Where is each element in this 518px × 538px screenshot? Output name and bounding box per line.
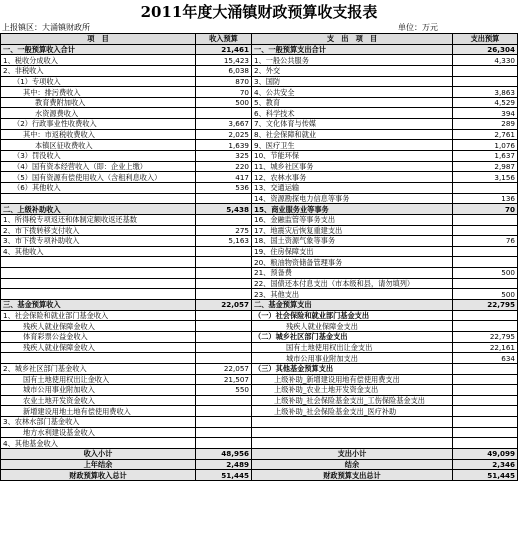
table-row [1, 172, 518, 183]
table-row [1, 97, 518, 108]
table-row [1, 427, 518, 438]
income-item-cell: 3、农林水部门基金收入 [1, 417, 196, 428]
income-budget-cell: 15,423 [196, 55, 252, 66]
expense-budget-cell [453, 406, 518, 417]
expense-budget-cell: 4,529 [453, 97, 518, 108]
income-budget-cell: 500 [196, 97, 252, 108]
expense-budget-cell: 76 [453, 236, 518, 247]
table-row [1, 438, 518, 449]
expense-budget-cell [453, 65, 518, 76]
expense-budget-cell [453, 214, 518, 225]
table-row [1, 300, 518, 311]
table-row [1, 108, 518, 119]
income-item-cell: 4、其他基金收入 [1, 438, 196, 449]
expense-item-cell: 5、教育 [252, 97, 453, 108]
expense-budget-cell: 4,330 [453, 55, 518, 66]
expense-item-cell: 残疾人就业保障金支出 [252, 321, 453, 332]
income-item-cell: 一、一般预算收入合计 [1, 44, 196, 55]
income-item-cell: 新增建设用地土地有偿使用费收入 [1, 406, 196, 417]
expense-item-cell: 8、社会保障和就业 [252, 129, 453, 140]
org-label: 上报镇区：大涌镇财政所 [2, 23, 90, 32]
income-budget-cell [196, 246, 252, 257]
income-item-cell: 1、税收分成收入 [1, 55, 196, 66]
income-item-cell [1, 289, 196, 300]
income-budget-cell: 2,025 [196, 129, 252, 140]
income-item-cell: 地方水利建设基金收入 [1, 427, 196, 438]
income-item-cell: 教育费附加收入 [1, 97, 196, 108]
income-budget-cell: 220 [196, 161, 252, 172]
expense-budget-cell [453, 246, 518, 257]
expense-budget-cell: 22,161 [453, 342, 518, 353]
expense-item-cell: 财政预算支出总计 [252, 470, 453, 481]
income-budget-cell [196, 278, 252, 289]
expense-budget-cell [453, 395, 518, 406]
expense-item-cell: 13、交通运输 [252, 182, 453, 193]
expense-item-cell: 20、粮油物资储备管理事务 [252, 257, 453, 268]
income-budget-cell [196, 331, 252, 342]
expense-budget-cell [453, 225, 518, 236]
expense-item-cell [252, 438, 453, 449]
income-budget-cell: 21,461 [196, 44, 252, 55]
table-row [1, 395, 518, 406]
expense-item-cell: 6、科学技术 [252, 108, 453, 119]
income-item-cell: （6）其他收入 [1, 182, 196, 193]
income-item-cell [1, 278, 196, 289]
expense-budget-cell: 3,156 [453, 172, 518, 183]
table-row [1, 65, 518, 76]
expense-item-cell: 22、国债还本付息支出（市本级和县，请勿填列） [252, 278, 453, 289]
expense-item-cell: （三）其他基金预算支出 [252, 363, 453, 374]
income-item-cell: 体育彩票公益金收入 [1, 331, 196, 342]
expense-item-cell: （二）城乡社区部门基金支出 [252, 331, 453, 342]
table-header-row [1, 34, 518, 45]
income-item-cell [1, 257, 196, 268]
income-item-cell: 3、市下拨专项补助收入 [1, 236, 196, 247]
table-row [1, 331, 518, 342]
income-item-cell: 财政预算收入总计 [1, 470, 196, 481]
income-budget-cell [196, 395, 252, 406]
unit-label: 单位：万元 [398, 23, 438, 32]
expense-item-cell: 14、资源勘探电力信息等事务 [252, 193, 453, 204]
header-expense-item: 支 出 项 目 [252, 34, 453, 45]
income-budget-cell: 5,438 [196, 204, 252, 215]
income-budget-cell [196, 108, 252, 119]
table-row [1, 225, 518, 236]
income-budget-cell: 417 [196, 172, 252, 183]
income-item-cell: 收入小计 [1, 448, 196, 459]
expense-item-cell: 一、一般预算支出合计 [252, 44, 453, 55]
income-item-cell: 水资源费收入 [1, 108, 196, 119]
expense-budget-cell: 1,076 [453, 140, 518, 151]
expense-budget-cell [453, 257, 518, 268]
table-row [1, 87, 518, 98]
expense-item-cell: 支出小计 [252, 448, 453, 459]
expense-item-cell: 1、一般公共服务 [252, 55, 453, 66]
expense-item-cell: 19、住房保障支出 [252, 246, 453, 257]
expense-item-cell: 7、文化体育与传媒 [252, 119, 453, 130]
income-item-cell: 1、社会保险和就业部门基金收入 [1, 310, 196, 321]
table-row [1, 151, 518, 162]
income-item-cell [1, 268, 196, 279]
header-income-item: 项 目 [1, 34, 196, 45]
income-item-cell [1, 353, 196, 364]
income-budget-cell: 51,445 [196, 470, 252, 481]
expense-item-cell [252, 427, 453, 438]
income-budget-cell: 275 [196, 225, 252, 236]
income-budget-cell [196, 214, 252, 225]
income-item-cell: 2、市下拨转移支付收入 [1, 225, 196, 236]
income-budget-cell: 48,956 [196, 448, 252, 459]
expense-budget-cell: 49,099 [453, 448, 518, 459]
income-item-cell [1, 193, 196, 204]
expense-item-cell: 上级补助_新增建设用地有偿使用费支出 [252, 374, 453, 385]
income-item-cell: 残疾人就业保障金收入 [1, 321, 196, 332]
expense-budget-cell [453, 427, 518, 438]
income-budget-cell: 3,667 [196, 119, 252, 130]
expense-item-cell: 3、国防 [252, 76, 453, 87]
table-row [1, 257, 518, 268]
table-row [1, 55, 518, 66]
expense-item-cell: 9、医疗卫生 [252, 140, 453, 151]
expense-item-cell: 16、金融监管等事务支出 [252, 214, 453, 225]
table-row [1, 236, 518, 247]
income-budget-cell: 6,038 [196, 65, 252, 76]
expense-item-cell: 15、商业服务业等事务 [252, 204, 453, 215]
expense-budget-cell [453, 321, 518, 332]
expense-budget-cell: 3,863 [453, 87, 518, 98]
expense-item-cell: 2、外交 [252, 65, 453, 76]
expense-budget-cell: 2,761 [453, 129, 518, 140]
income-budget-cell: 5,163 [196, 236, 252, 247]
table-row [1, 353, 518, 364]
income-budget-cell: 70 [196, 87, 252, 98]
income-budget-cell: 22,057 [196, 300, 252, 311]
income-item-cell: 残疾人就业保障金收入 [1, 342, 196, 353]
income-budget-cell: 550 [196, 385, 252, 396]
income-item-cell: 其中：排污费收入 [1, 87, 196, 98]
income-item-cell: （4）国有资本经营收入（即：企业上缴） [1, 161, 196, 172]
table-row [1, 119, 518, 130]
expense-budget-cell: 2,987 [453, 161, 518, 172]
income-item-cell: 4、其他收入 [1, 246, 196, 257]
income-item-cell: 城市公用事业附加收入 [1, 385, 196, 396]
table-row [1, 385, 518, 396]
income-item-cell: 本镇区征收费收入 [1, 140, 196, 151]
income-item-cell: （3）罚没收入 [1, 151, 196, 162]
header-income-budget: 收入预算 [196, 34, 252, 45]
expense-budget-cell [453, 76, 518, 87]
expense-budget-cell: 500 [453, 268, 518, 279]
table-row [1, 161, 518, 172]
expense-item-cell: 21、预备费 [252, 268, 453, 279]
income-item-cell: 2、城乡社区部门基金收入 [1, 363, 196, 374]
income-item-cell: 三、基金预算收入 [1, 300, 196, 311]
expense-budget-cell [453, 385, 518, 396]
table-row [1, 278, 518, 289]
budget-table [0, 33, 518, 481]
expense-budget-cell: 22,795 [453, 331, 518, 342]
expense-item-cell: 11、城乡社区事务 [252, 161, 453, 172]
table-row [1, 76, 518, 87]
income-item-cell: 2、非税收入 [1, 65, 196, 76]
table-row [1, 182, 518, 193]
expense-budget-cell [453, 278, 518, 289]
header-expense-budget: 支出预算 [453, 34, 518, 45]
expense-budget-cell [453, 417, 518, 428]
table-row [1, 321, 518, 332]
expense-budget-cell: 500 [453, 289, 518, 300]
income-budget-cell [196, 342, 252, 353]
table-row [1, 459, 518, 470]
expense-budget-cell [453, 363, 518, 374]
expense-item-cell: 国有土地使用权出让金支出 [252, 342, 453, 353]
table-row [1, 204, 518, 215]
income-item-cell: 国有土地使用权出让金收入 [1, 374, 196, 385]
expense-budget-cell: 1,637 [453, 151, 518, 162]
income-item-cell: 其中：市返税收费收入 [1, 129, 196, 140]
expense-item-cell: 18、国土资源气象等事务 [252, 236, 453, 247]
expense-item-cell: 结余 [252, 459, 453, 470]
table-row [1, 310, 518, 321]
table-row [1, 268, 518, 279]
table-row [1, 470, 518, 481]
expense-item-cell: 上级补助_社会保险基金支出_医疗补助 [252, 406, 453, 417]
income-budget-cell [196, 321, 252, 332]
table-row [1, 214, 518, 225]
income-item-cell: （2）行政事业性收费收入 [1, 119, 196, 130]
income-item-cell: 农业土地开发资金收入 [1, 395, 196, 406]
expense-item-cell: 23、其他支出 [252, 289, 453, 300]
expense-item-cell: 4、公共安全 [252, 87, 453, 98]
expense-budget-cell: 70 [453, 204, 518, 215]
expense-item-cell: 二、基金预算支出 [252, 300, 453, 311]
income-item-cell: （5）国有资源有偿使用收入（含租利息收入） [1, 172, 196, 183]
expense-budget-cell [453, 438, 518, 449]
expense-budget-cell: 289 [453, 119, 518, 130]
table-row [1, 193, 518, 204]
expense-budget-cell: 22,795 [453, 300, 518, 311]
expense-budget-cell: 136 [453, 193, 518, 204]
income-budget-cell: 22,057 [196, 363, 252, 374]
expense-item-cell [252, 417, 453, 428]
income-budget-cell: 21,507 [196, 374, 252, 385]
expense-budget-cell [453, 374, 518, 385]
income-item-cell: 1、所得税专项返还和体制定额收返还基数 [1, 214, 196, 225]
expense-budget-cell: 51,445 [453, 470, 518, 481]
table-row [1, 140, 518, 151]
income-budget-cell [196, 427, 252, 438]
income-budget-cell [196, 193, 252, 204]
expense-item-cell: 10、节能环保 [252, 151, 453, 162]
expense-budget-cell [453, 310, 518, 321]
table-row [1, 417, 518, 428]
table-row [1, 363, 518, 374]
expense-item-cell: 城市公用事业附加支出 [252, 353, 453, 364]
table-row [1, 246, 518, 257]
income-item-cell: （1）专项收入 [1, 76, 196, 87]
table-row [1, 374, 518, 385]
income-budget-cell: 1,639 [196, 140, 252, 151]
expense-item-cell: 12、农林水事务 [252, 172, 453, 183]
income-budget-cell: 2,489 [196, 459, 252, 470]
income-budget-cell [196, 268, 252, 279]
expense-item-cell: 上级补助_农业土地开发资金支出 [252, 385, 453, 396]
table-row [1, 289, 518, 300]
income-item-cell: 上年结余 [1, 459, 196, 470]
table-row [1, 448, 518, 459]
income-budget-cell [196, 417, 252, 428]
income-budget-cell [196, 438, 252, 449]
income-budget-cell: 325 [196, 151, 252, 162]
income-budget-cell [196, 257, 252, 268]
expense-budget-cell: 394 [453, 108, 518, 119]
expense-item-cell: 上级补助_社会保险基金支出_工伤保险基金支出 [252, 395, 453, 406]
income-budget-cell [196, 310, 252, 321]
income-budget-cell: 536 [196, 182, 252, 193]
table-row [1, 406, 518, 417]
income-item-cell: 二、上级补助收入 [1, 204, 196, 215]
expense-budget-cell: 26,304 [453, 44, 518, 55]
table-row [1, 342, 518, 353]
income-budget-cell [196, 353, 252, 364]
expense-item-cell: 17、地震灾后恢复重建支出 [252, 225, 453, 236]
expense-item-cell: （一）社会保险和就业部门基金支出 [252, 310, 453, 321]
expense-budget-cell: 2,346 [453, 459, 518, 470]
table-row [1, 129, 518, 140]
income-budget-cell [196, 406, 252, 417]
income-budget-cell: 870 [196, 76, 252, 87]
expense-budget-cell: 634 [453, 353, 518, 364]
expense-budget-cell [453, 182, 518, 193]
report-title: 2011年度大涌镇财政预算收支报表 [140, 3, 378, 21]
table-row [1, 44, 518, 55]
income-budget-cell [196, 289, 252, 300]
